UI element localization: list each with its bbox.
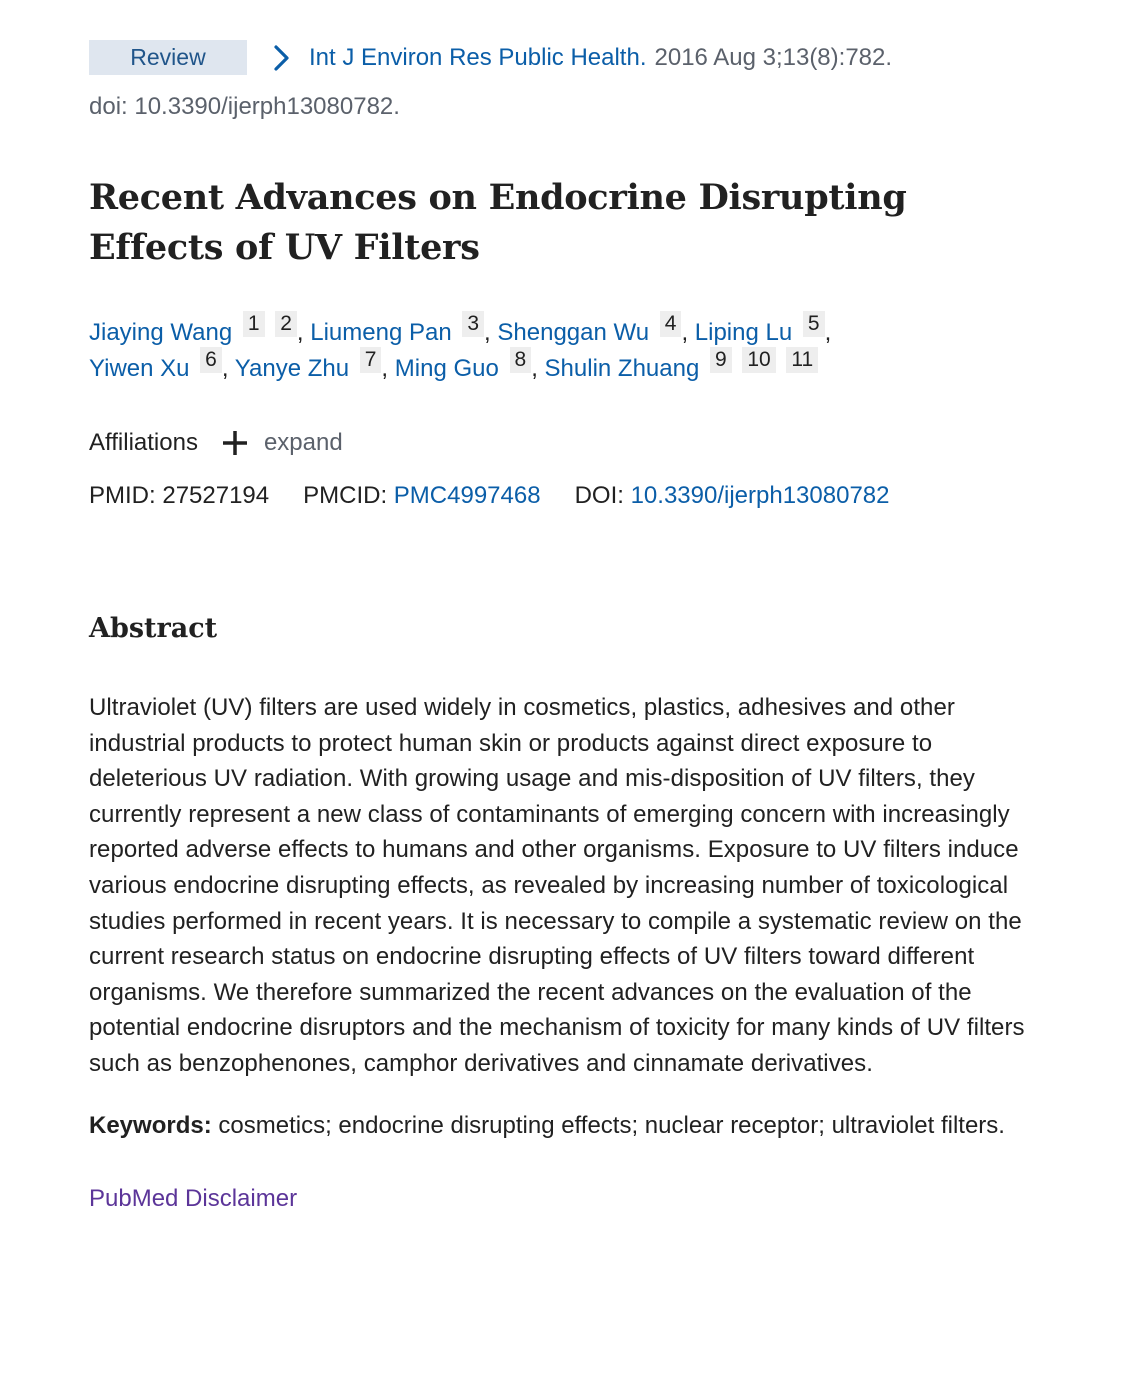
keywords-text: cosmetics; endocrine disrupting effects; nuclear receptor; ultraviolet filters. — [218, 1111, 1005, 1139]
doi-label: DOI: — [574, 482, 624, 509]
doi-link[interactable]: 10.3390/ijerph13080782 — [630, 482, 890, 509]
affiliation-number[interactable]: 7 — [360, 347, 382, 373]
author-link[interactable]: Ming Guo — [394, 355, 499, 382]
abstract-heading: Abstract — [89, 613, 218, 644]
article-page — [89, 40, 1034, 1213]
author-separator: , — [531, 355, 545, 382]
author-separator: , — [484, 319, 498, 346]
author-link[interactable]: Jiaying Wang — [89, 319, 233, 346]
author-separator: , — [296, 319, 311, 346]
journal-link[interactable]: Int J Environ Res Public Health. — [309, 43, 647, 71]
pubmed-disclaimer-link[interactable]: PubMed Disclaimer — [89, 1185, 298, 1213]
citation-doi: doi: 10.3390/ijerph13080782. — [89, 93, 400, 120]
author-separator: , — [824, 319, 832, 346]
affiliation-number[interactable]: 4 — [660, 311, 682, 337]
abstract-text: Ultraviolet (UV) filters are used widely in cosmetics, plastics, adhesives and other industrial products to protect human skin or products against direct exposure to deleterious UV radiation. With growing usage and mis-disposition of UV filters, they currently represent a new class of contaminants of emerging concern with increasingly reported adverse effects to humans and other organisms. Exposure to UV filters induce various endocrine disrupting effects, as revealed by increasing number of toxicological studies performed in recent years. It is necessary to compile a systematic review on the current research status on endocrine disrupting effects of UV filters toward different organisms. We therefore summarized the recent advances on the evaluation of the potential endocrine disruptors and the mechanism of toxicity for many kinds of UV filters such as benzophenones, camphor derivatives and cinnamate derivatives. — [89, 694, 1025, 1077]
affiliation-number[interactable]: 11 — [786, 347, 818, 373]
authors-line-2 — [89, 347, 1034, 383]
citation-date: 2016 Aug 3;13(8):782. — [654, 43, 893, 71]
keywords-label: Keywords: — [89, 1111, 212, 1139]
affiliations-label: Affiliations — [89, 429, 198, 456]
pmid-value: 27527194 — [162, 482, 270, 509]
affiliation-number[interactable]: 2 — [275, 311, 297, 337]
author-separator: , — [221, 355, 235, 382]
affiliations-row — [89, 423, 1034, 463]
affiliation-number[interactable]: 6 — [200, 347, 222, 373]
plus-icon[interactable] — [220, 428, 250, 458]
authors-line-1 — [89, 311, 1034, 347]
pmcid-label: PMCID: — [303, 482, 388, 509]
author-separator: , — [681, 319, 695, 346]
author-link[interactable]: Liping Lu — [694, 319, 793, 346]
pmcid-link[interactable]: PMC4997468 — [393, 482, 541, 509]
affiliation-number[interactable]: 5 — [803, 311, 825, 337]
chevron-right-icon[interactable] — [271, 44, 293, 72]
identifiers-row — [89, 479, 1034, 513]
article-title: Recent Advances on Endocrine Disrupting Effects of UV Filters — [89, 177, 907, 268]
pmid-label: PMID: — [89, 482, 156, 509]
affiliation-number[interactable]: 8 — [510, 347, 532, 373]
author-separator: , — [381, 355, 395, 382]
affiliation-number[interactable]: 10 — [742, 347, 775, 373]
authors-list — [89, 311, 1034, 383]
author-link[interactable]: Shenggan Wu — [497, 319, 650, 346]
expand-affiliations-button[interactable]: expand — [263, 429, 343, 456]
review-badge: Review — [89, 40, 247, 75]
affiliation-number[interactable]: 3 — [462, 311, 484, 337]
author-link[interactable]: Shulin Zhuang — [544, 355, 700, 382]
affiliation-number[interactable]: 1 — [243, 311, 265, 337]
author-link[interactable]: Yanye Zhu — [234, 355, 350, 382]
author-link[interactable]: Yiwen Xu — [89, 355, 190, 382]
citation-row — [89, 40, 1034, 75]
author-link[interactable]: Liumeng Pan — [310, 319, 452, 346]
keywords — [89, 1108, 1031, 1144]
affiliation-number[interactable]: 9 — [710, 347, 732, 373]
